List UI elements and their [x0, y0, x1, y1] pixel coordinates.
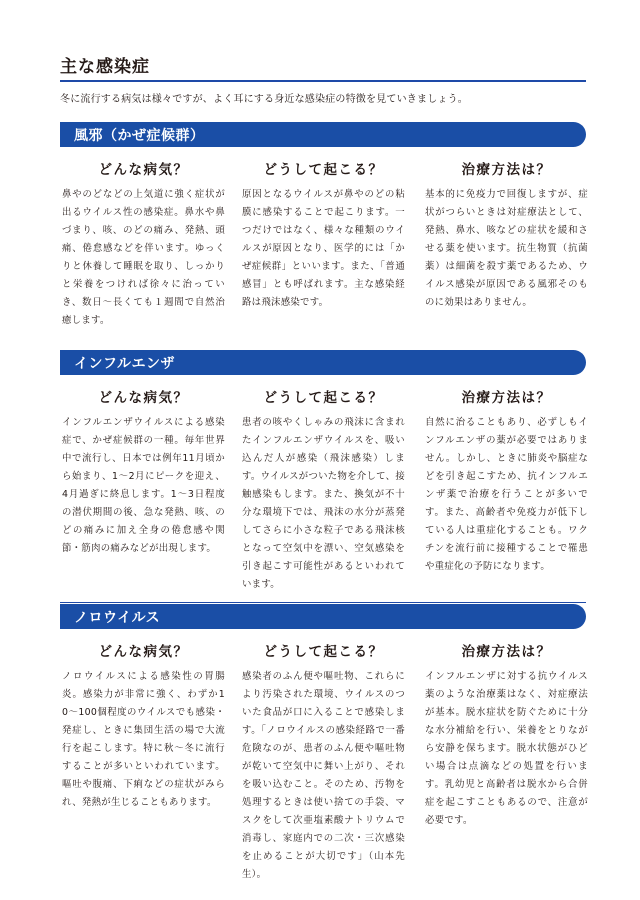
section-banner: [60, 122, 586, 147]
column-treatment: [425, 640, 588, 830]
column-what: [62, 158, 225, 330]
column-why: [242, 158, 405, 312]
column-treatment: [425, 158, 588, 312]
section-bottom-rule: [60, 602, 586, 603]
column-treatment: [425, 386, 588, 576]
section-banner: [60, 604, 586, 629]
section-norovirus: [60, 604, 588, 880]
column-heading: どうして起こる？: [263, 644, 384, 660]
column-heading: どんな病気？: [98, 644, 189, 660]
section-title: ノロウイルス: [74, 610, 161, 626]
section-influenza: [60, 350, 586, 600]
column-text: ノロウイルスによる感染性の胃腸炎。感染力が非常に強く、わずか10〜100個程度のウイルスでも感染・発症し、ときに集団生活の場で大流行を起こします。特に秋〜冬に流行することが多いといわれています。嘔吐や腹痛、下痢などの症状がみられ、発熱が生じることもあります。: [62, 671, 225, 808]
column-text: 患者の咳やくしゃみの飛沫に含まれたインフルエンザウイルスを、吸い込んだ人が感染（飛沫感染）します。ウイルスがついた物を介して、接触感染もします。また、換気が不十分な環境下では、飛沫の水分が蒸発してさらに小さな粒子である飛沫核となって空気中を漂い、空気感染を引き起こす可能性があるといわれています。: [242, 417, 405, 590]
column-heading: 治療方法は？: [461, 390, 552, 406]
column-heading: 治療方法は？: [461, 644, 552, 660]
column-text: 原因となるウイルスが鼻やのどの粘膜に感染することで起こります。一つだけではなく、様々な種類のウイルスが原因となり、医学的には「かぜ症候群」といいます。また、「普通感冒」とも呼ばれます。主な感染経路は飛沫感染です。: [242, 189, 405, 308]
intro-text: 冬に流行する病気は様々ですが、よく耳にする身近な感染症の特徴を見ていきましょう。: [60, 94, 468, 105]
column-text: インフルエンザウイルスによる感染症で、かぜ症候群の一種。毎年世界中で流行し、日本では例年11月頃から始まり、1〜2月にピークを迎え、4月過ぎに終息します。1〜3日程度の潜伏期間の後、急な発熱、咳、のどの痛みに加え全身の倦怠感や関節・筋肉の痛みなどが出現します。: [62, 417, 225, 554]
column-heading: どうして起こる？: [263, 390, 384, 406]
title-underline: [60, 80, 586, 82]
column-text: 基本的に免疫力で回復しますが、症状がつらいときは対症療法として、発熱、鼻水、咳などの症状を緩和させる薬を使います。抗生物質（抗菌薬）は細菌を殺す薬であるため、ウイルス感染が原因である風邪そのものに効果はありません。: [425, 189, 588, 308]
column-text: 自然に治ることもあり、必ずしもインフルエンザの薬が必要ではありません。しかし、ときに肺炎や脳症などを引き起こすため、抗インフルエンザ薬で治療を行うことが多いです。また、高齢者や免疫力が低下している人は重症化することも。ワクチンを流行前に接種することで罹患や重症化の予防になります。: [425, 417, 588, 572]
section-banner: [60, 350, 586, 375]
column-heading: どんな病気？: [98, 390, 189, 406]
column-text: 感染者のふん便や嘔吐物、これらにより汚染された環境、ウイルスのついた食品が口に入ることで感染します。「ノロウイルスの感染経路で一番危険なのが、患者のふん便や嘔吐物が乾いて空気中に舞い上がり、それを吸い込むこと。そのため、汚物を処理するときは使い捨ての手袋、マスクをして次亜塩素酸ナトリウムで消毒し、家庭内での二次・三次感染を止めることが大切です」（山本先生）。: [242, 671, 405, 880]
section-cold: [60, 122, 586, 357]
column-why: [242, 640, 405, 884]
column-heading: 治療方法は？: [461, 162, 552, 178]
column-text: 鼻やのどなどの上気道に強く症状が出るウイルス性の感染症。鼻水や鼻づまり、咳、のどの痛み、発熱、頭痛、倦怠感などを伴います。ゆっくりと休養して睡眠を取り、しっかりと栄養をつければ徐々に治っていき、数日〜長くても１週間で自然治癒します。: [62, 189, 225, 326]
column-text: インフルエンザに対する抗ウイルス薬のような治療薬はなく、対症療法が基本。脱水症状を防ぐために十分な水分補給を行い、栄養をとりながら安静を保ちます。脱水状態がひどい場合は点滴などの処置を行います。乳幼児と高齢者は脱水から合併症を起こすこともあるので、注意が必要です。: [425, 671, 588, 826]
column-why: [242, 386, 405, 594]
column-what: [62, 386, 225, 558]
column-heading: どうして起こる？: [263, 162, 384, 178]
column-heading: どんな病気？: [98, 162, 189, 178]
column-what: [62, 640, 225, 812]
section-title: インフルエンザ: [74, 356, 175, 372]
page-title: 主な感染症: [60, 57, 150, 77]
section-title: 風邪（かぜ症候群）: [74, 128, 205, 144]
